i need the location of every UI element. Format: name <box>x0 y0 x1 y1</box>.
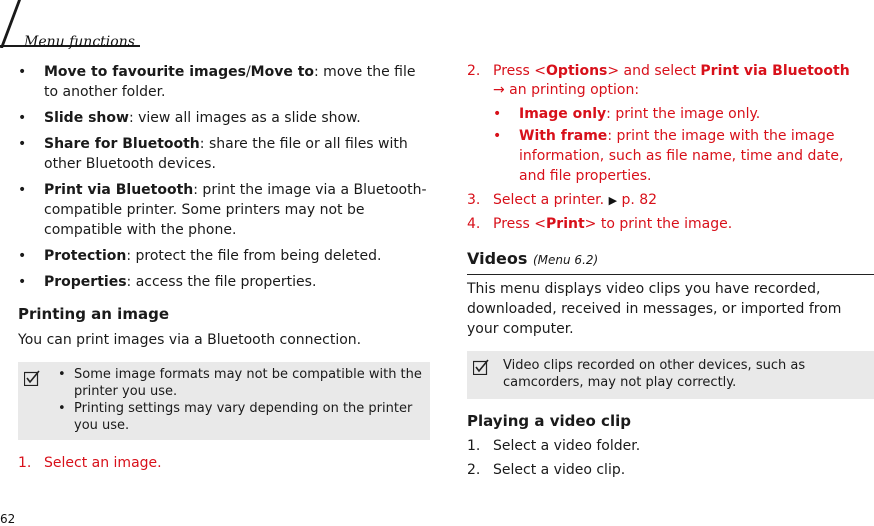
step-item <box>467 461 874 480</box>
note-text: Some image formats may not be compatible with the printer you use. <box>74 367 422 399</box>
print-steps-right <box>467 62 874 234</box>
page-header-title: Menu functions <box>24 34 135 50</box>
right-column <box>467 62 874 485</box>
left-column <box>18 62 430 478</box>
step-item <box>467 215 874 234</box>
playing-heading: Playing a video clip <box>467 412 631 430</box>
step-number: 1. <box>467 438 481 454</box>
option-name: Protection <box>44 248 127 264</box>
step-text: > and select <box>607 63 701 79</box>
step-item <box>467 437 874 456</box>
page-reference: p. 82 <box>621 192 658 208</box>
bullet-icon: • <box>18 136 27 152</box>
option-desc: : access the file properties. <box>126 274 317 290</box>
step-text: Select a printer. <box>493 192 605 208</box>
option-name: Slide show <box>44 110 129 126</box>
note-text: Printing settings may vary depending on the printer you use. <box>74 401 413 433</box>
option-name: Move to favourite images <box>44 64 246 80</box>
videos-title: Videos <box>467 249 528 268</box>
page-number: 62 <box>0 512 16 526</box>
videos-heading <box>467 248 874 275</box>
bullet-icon: • <box>18 248 27 264</box>
print-steps-left <box>18 454 430 473</box>
option-desc: : view all images as a slide show. <box>128 110 361 126</box>
list-item <box>18 134 430 174</box>
option-desc: : share the file or all files with other Bluetooth devices. <box>44 136 408 172</box>
option-list <box>18 62 430 292</box>
bullet-icon: • <box>18 182 27 198</box>
key-print: Print <box>546 216 585 232</box>
option-name: With frame <box>519 128 608 144</box>
option-desc: : print the image only. <box>606 106 761 122</box>
step-number: 4. <box>467 216 481 232</box>
step-number: 3. <box>467 192 481 208</box>
note-text: Video clips recorded on other devices, such as camcorders, may not play correctly. <box>503 358 806 390</box>
step-text: Select a video clip. <box>493 462 626 478</box>
videos-text: This menu displays video clips you have recorded, downloaded, received in messages, or imported from your computer. <box>467 281 842 337</box>
video-note-box <box>467 351 874 399</box>
bullet-icon: • <box>58 401 66 416</box>
printing-heading: Printing an image <box>18 305 169 323</box>
bullet-icon: • <box>18 110 27 126</box>
header-bar <box>0 0 874 48</box>
step-text: → an printing option: <box>493 82 640 98</box>
option-name: Print via Bluetooth <box>44 182 194 198</box>
bullet-icon: • <box>493 128 502 144</box>
step-number: 1. <box>18 455 32 471</box>
step-item <box>18 454 430 473</box>
step-item <box>467 191 874 210</box>
list-item <box>18 180 430 240</box>
step-text: Press < <box>493 216 547 232</box>
step-number: 2. <box>467 462 481 478</box>
list-item <box>493 126 874 186</box>
option-desc: : move the file to another folder. <box>44 64 416 100</box>
option-name: Share for Bluetooth <box>44 136 200 152</box>
list-item <box>493 104 874 124</box>
step-item <box>467 62 874 186</box>
bullet-icon: • <box>58 367 66 382</box>
option-sep: / <box>245 64 251 80</box>
print-option-list <box>493 104 874 186</box>
note-check-icon <box>473 359 489 375</box>
list-item <box>18 62 430 102</box>
note-item <box>54 366 422 400</box>
bullet-icon: • <box>18 64 27 80</box>
step-text: > to print the image. <box>584 216 733 232</box>
step-text: Select an image. <box>44 455 162 471</box>
bullet-icon: • <box>18 274 27 290</box>
list-item <box>18 246 430 266</box>
play-steps <box>467 437 874 480</box>
list-item <box>18 108 430 128</box>
step-text: Select a video folder. <box>493 438 641 454</box>
option-desc: : protect the file from being deleted. <box>126 248 382 264</box>
step-number: 2. <box>467 63 481 79</box>
option-desc: : print the image via a Bluetooth-compatible printer. Some printers may not be compatible with the phone. <box>44 182 427 238</box>
menu-number: (Menu 6.2) <box>532 253 599 267</box>
step-text: Press < <box>493 63 547 79</box>
key-options: Options <box>546 63 608 79</box>
option-desc: : print the image with the image information, such as file name, time and date, and file properties. <box>519 128 844 184</box>
note-item <box>54 400 422 434</box>
note-check-icon <box>24 370 40 386</box>
option-name: Properties <box>44 274 127 290</box>
list-item <box>18 272 430 292</box>
note-box <box>18 362 430 440</box>
bullet-icon: • <box>493 106 502 122</box>
printing-text: You can print images via a Bluetooth connection. <box>18 332 362 348</box>
menu-print-via-bluetooth: Print via Bluetooth <box>700 63 850 79</box>
option-name: Move to <box>250 64 315 80</box>
option-name: Image only <box>519 106 607 122</box>
page-ref-arrow-icon: ▶ <box>608 194 618 207</box>
